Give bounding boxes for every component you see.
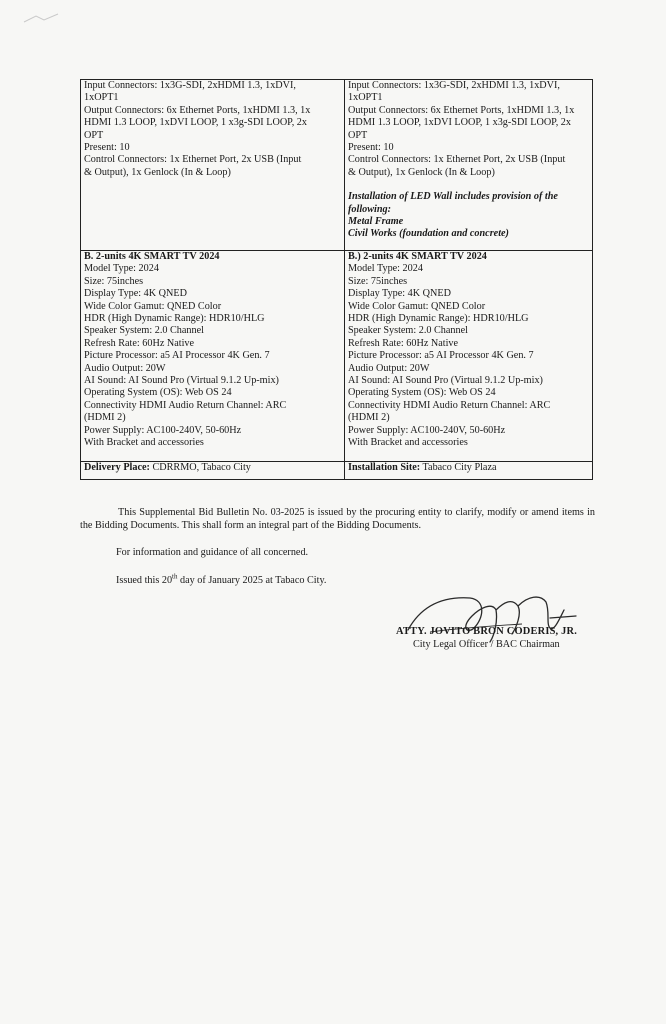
spec-line: (HDMI 2) [84,412,126,424]
spec-line: Speaker System: 2.0 Channel [348,325,468,337]
delivery-place-value: CDRRMO, Tabaco City [149,462,251,473]
spec-line: Control Connectors: 1x Ethernet Port, 2x USB (Input [84,154,302,166]
delivery-place-label: Delivery Place: [84,462,150,473]
issued-text-post: day of January 2025 at Tabaco City. [177,575,327,586]
spec-line: AI Sound: AI Sound Pro (Virtual 9.1.2 Up-mix) [348,375,543,387]
spec-line: Model Type: 2024 [348,263,423,275]
issued-paragraph [116,574,326,587]
spec-line: & Output), 1x Genlock (In & Loop) [84,166,231,178]
spec-list-left [84,263,340,449]
signatory-title: City Legal Officer / BAC Chairman [413,639,560,650]
spec-line: OPT [84,129,104,141]
spec-line: HDR (High Dynamic Range): HDR10/HLG [348,313,529,325]
spec-line: Picture Processor: a5 AI Processor 4K Gen. 7 [84,350,270,362]
installation-site-value: Tabaco City Plaza [420,462,497,473]
spec-line: & Output), 1x Genlock (In & Loop) [348,166,495,178]
row2-left-cell [81,251,345,462]
spec-line: Operating System (OS): Web OS 24 [348,387,496,399]
installation-site-cell [345,462,593,480]
spec-line: Output Connectors: 6x Ethernet Ports, 1xHDMI 1.3, 1x [84,104,311,116]
issued-text-pre: Issued this 20 [116,575,173,586]
table-row [81,251,593,462]
item-heading: B. 2-units 4K SMART TV 2024 [84,251,220,262]
row1-left-cell [81,80,345,251]
spec-line: Audio Output: 20W [84,362,166,374]
signatory-name: ATTY. JOVITO BRON CODERIS, JR. [396,626,578,637]
table-row [81,80,593,251]
spec-line: HDMI 1.3 LOOP, 1xDVI LOOP, 1 x3g-SDI LOOP, 2x [84,117,307,129]
spec-list-right [348,263,588,449]
spec-line: OPT [348,129,368,141]
row2-right-cell [345,251,593,462]
ordinal-suffix: th [172,572,178,581]
spec-line: Wide Color Gamut: QNED Color [84,300,222,312]
spec-line: Present: 10 [84,142,130,154]
spec-line: (HDMI 2) [348,412,390,424]
installation-site-label: Installation Site: [348,462,421,473]
spec-line: HDMI 1.3 LOOP, 1xDVI LOOP, 1 x3g-SDI LOOP, 2x [348,117,571,129]
bulletin-paragraph: This Supplemental Bid Bulletin No. 03-2025 is issued by the procuring entity to clarify, modify or amend items in the Bidding Documents. This shall form an integral part of the Bidding Documents. [80,507,595,531]
installation-note-line: Civil Works (foundation and concrete) [348,228,509,240]
spec-line: Control Connectors: 1x Ethernet Port, 2x USB (Input [348,154,566,166]
spec-line: 1xOPT1 [84,92,119,104]
spec-line: Size: 75inches [84,275,144,287]
spec-line: With Bracket and accessories [84,437,204,449]
installation-note-line: Installation of LED Wall includes provision of the [348,191,558,203]
guidance-paragraph: For information and guidance of all concerned. [116,547,309,558]
spec-line: Display Type: 4K QNED [348,288,451,300]
spec-line: Refresh Rate: 60Hz Native [84,337,195,349]
spec-line: Power Supply: AC100-240V, 50-60Hz [84,424,242,436]
spacer [348,179,588,191]
installation-note-line: Metal Frame [348,216,404,228]
spec-line: Model Type: 2024 [84,263,159,275]
spec-line: Wide Color Gamut: QNED Color [348,300,486,312]
spec-line: With Bracket and accessories [348,437,468,449]
table-row [81,462,593,480]
item-heading: B.) 2-units 4K SMART TV 2024 [348,251,487,262]
spec-line: Output Connectors: 6x Ethernet Ports, 1xHDMI 1.3, 1x [348,104,575,116]
spec-line: Operating System (OS): Web OS 24 [84,387,232,399]
spec-line: Picture Processor: a5 AI Processor 4K Gen. 7 [348,350,534,362]
spec-line: Refresh Rate: 60Hz Native [348,337,459,349]
spec-line: Size: 75inches [348,275,408,287]
row1-right-cell [345,80,593,251]
spec-line: Input Connectors: 1x3G-SDI, 2xHDMI 1.3, 1xDVI, [348,80,560,91]
spec-line: Speaker System: 2.0 Channel [84,325,204,337]
spec-line: 1xOPT1 [348,92,383,104]
spec-line: HDR (High Dynamic Range): HDR10/HLG [84,313,265,325]
delivery-place-cell [81,462,345,480]
installation-note-line: following: [348,203,392,215]
spec-line: Present: 10 [348,142,394,154]
spec-line: Display Type: 4K QNED [84,288,187,300]
spec-line: Audio Output: 20W [348,362,430,374]
spec-line: Input Connectors: 1x3G-SDI, 2xHDMI 1.3, 1xDVI, [84,80,296,91]
spec-line: Connectivity HDMI Audio Return Channel: ARC [84,399,287,411]
specification-table [80,79,593,480]
spec-line: AI Sound: AI Sound Pro (Virtual 9.1.2 Up-mix) [84,375,279,387]
scan-mark [22,10,62,26]
spec-line: Connectivity HDMI Audio Return Channel: ARC [348,399,551,411]
spec-line: Power Supply: AC100-240V, 50-60Hz [348,424,506,436]
